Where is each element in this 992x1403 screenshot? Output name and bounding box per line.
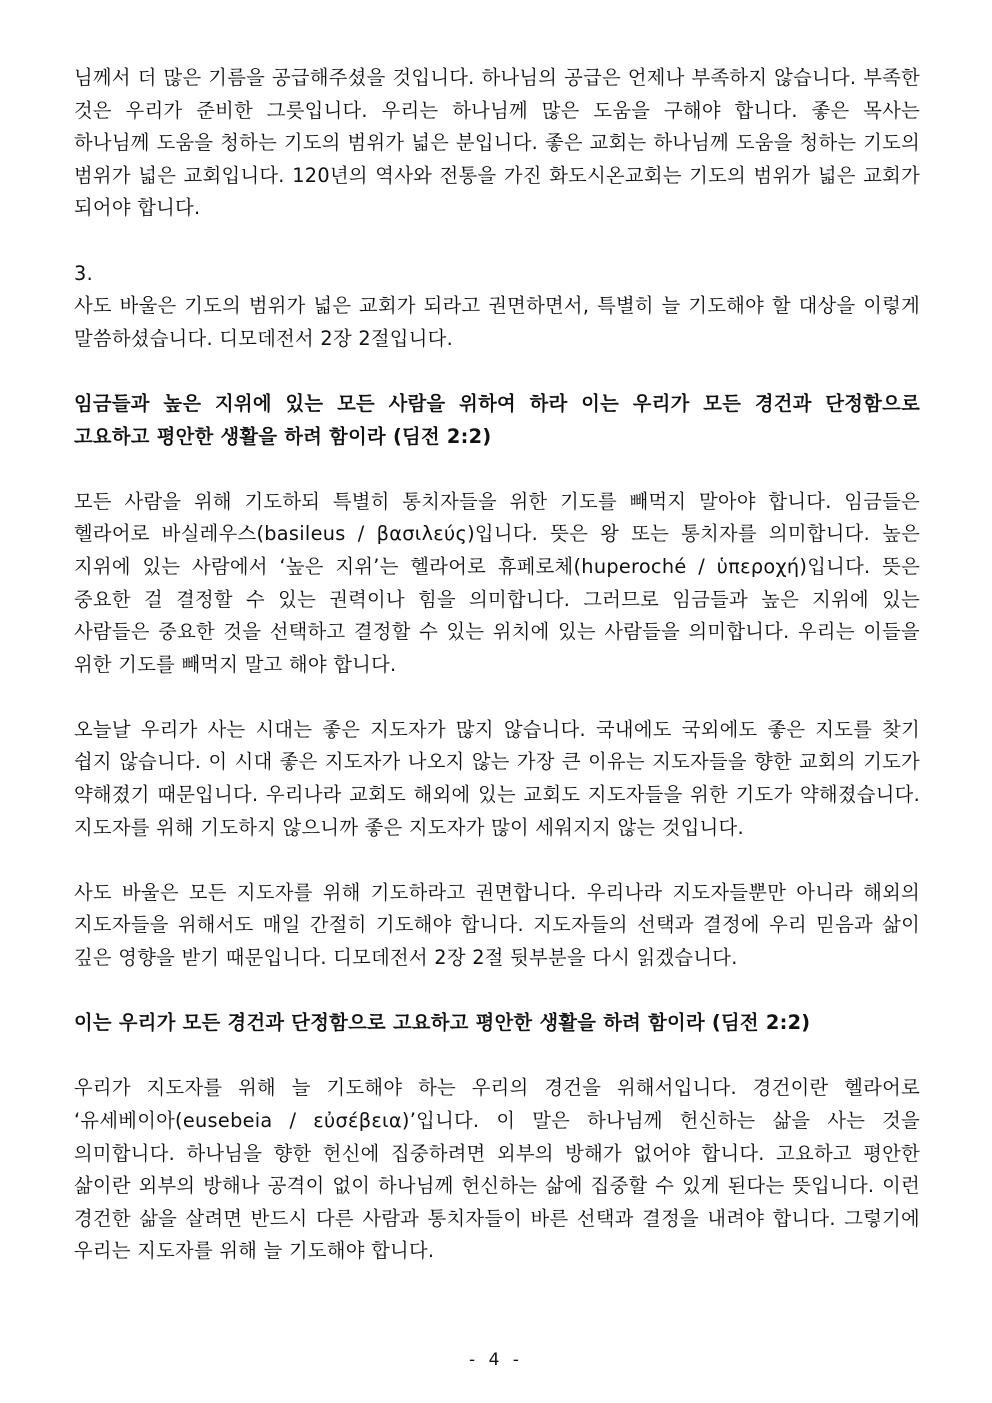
section-number: 3. bbox=[74, 261, 93, 285]
document-body bbox=[74, 62, 920, 1268]
paragraph-gap bbox=[74, 681, 920, 714]
scripture-quote: 임금들과 높은 지위에 있는 모든 사람을 위하여 하라 이는 우리가 모든 경건과 단정함으로 고요하고 평안한 생활을 하려 함이라 (딤전 2:2) bbox=[74, 391, 920, 448]
paragraph-pray-for-all-leaders: 사도 바울은 모든 지도자를 위해 기도하라고 권면합니다. 우리나라 지도자들뿐만 아니라 해외의 지도자들을 위해서도 매일 간절히 기도해야 합니다. 지도자들의 선택과 결정에 우리 믿음과 삶이 깊은 영향을 받기 때문입니다. 디모데전서 2장 2절 뒷부분을 다시 읽겠습니다. bbox=[74, 880, 920, 970]
paragraph-rulers: 모든 사람을 위해 기도하되 특별히 통치자들을 위한 기도를 빼먹지 말아야 합니다. 임금들은 헬라어로 바실레우스(basileus / βασιλεύς)입니다. 뜻은 왕 또는 통치자를 의미합니다. 높은 지위에 있는 사람에서 ‘높은 지위’는 헬라어로 휴페로체(huperoché / ὑπεροχή)입니다. 뜻은 중요한 걸 결정할 수 있는 권력이나 힘을 의미합니다. 그러므로 임금들과 높은 지위에 있는 사람들은 중요한 것을 선택하고 결정할 수 있는 위치에 있는 사람들을 의미합니다. 우리는 이들을 위한 기도를 빼먹지 말고 해야 합니다. bbox=[74, 489, 920, 676]
page-number: - 4 - bbox=[469, 1350, 523, 1370]
scripture-quote: 이는 우리가 모든 경건과 단정함으로 고요하고 평안한 생활을 하려 함이라 (딤전 2:2) bbox=[74, 1011, 811, 1035]
paragraph-gap bbox=[74, 975, 920, 1008]
paragraph-gap bbox=[74, 355, 920, 388]
paragraph-gap bbox=[74, 1040, 920, 1073]
paragraph-gap bbox=[74, 225, 920, 258]
paragraph-godliness: 우리가 지도자를 위해 늘 기도해야 하는 우리의 경건을 위해서입니다. 경건이란 헬라어로 ‘유세베이아(eusebeia / εὐσέβεια)’입니다. 이 말은 하나님께 헌신하는 삶을 사는 것을 의미합니다. 하나님을 향한 헌신에 집중하려면 외부의 방해가 없어야 합니다. 고요하고 평안한 삶이란 외부의 방해나 공격이 없이 하나님께 헌신하는 삶에 집중할 수 있게 된다는 뜻입니다. 이런 경건한 삶을 살려면 반드시 다른 사람과 통치자들이 바른 선택과 결정을 내려야 합니다. 그렇기에 우리는 지도자를 위해 늘 기도해야 합니다. bbox=[74, 1076, 920, 1263]
paragraph-gap bbox=[74, 844, 920, 877]
paragraph-leaders-today: 오늘날 우리가 사는 시대는 좋은 지도자가 많지 않습니다. 국내에도 국외에도 좋은 지도를 찾기 쉽지 않습니다. 이 시대 좋은 지도자가 나오지 않는 가장 큰 이유는 지도자들을 향한 교회의 기도가 약해졌기 때문입니다. 우리나라 교회도 해외에 있는 교회도 지도자들을 위한 기도가 약해졌습니다. 지도자를 위해 기도하지 않으니까 좋은 지도자가 많이 세워지지 않는 것입니다. bbox=[74, 717, 920, 839]
paragraph-paul-exhortation: 사도 바울은 기도의 범위가 넓은 교회가 되라고 권면하면서, 특별히 늘 기도해야 할 대상을 이렇게 말씀하셨습니다. 디모데전서 2장 2절입니다. bbox=[74, 294, 920, 350]
paragraph-gap bbox=[74, 453, 920, 486]
paragraph-intro: 님께서 더 많은 기름을 공급해주셨을 것입니다. 하나님의 공급은 언제나 부족하지 않습니다. 부족한 것은 우리가 준비한 그릇입니다. 우리는 하나님께 많은 도움을 구해야 합니다. 좋은 목사는 하나님께 도움을 청하는 기도의 범위가 넓은 분입니다. 좋은 교회는 하나님께 도움을 청하는 기도의 범위가 넓은 교회입니다. 120년의 역사와 전통을 가진 화도시온교회는 기도의 범위가 넓은 교회가 되어야 합니다. bbox=[74, 66, 920, 220]
